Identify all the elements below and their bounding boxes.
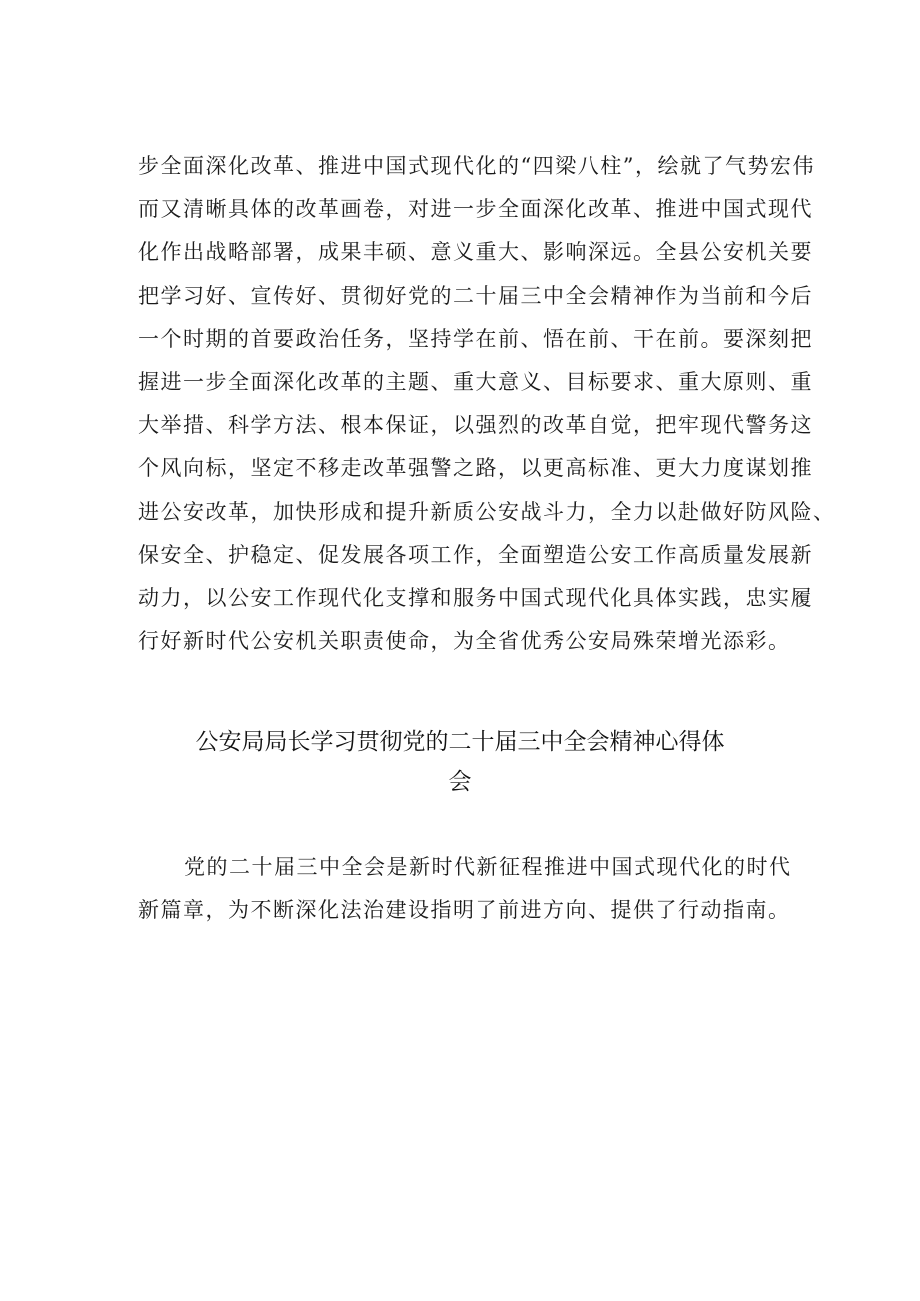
paragraph-line: 而又清晰具体的改革画卷，对进一步全面深化改革、推进中国式现代 [138,197,813,222]
paragraph-line: 把学习好、宣传好、贯彻好党的二十届三中全会精神作为当前和今后 [138,283,813,308]
body-paragraph-1 [138,145,836,663]
paragraph-line: 个风向标，坚定不移走改革强警之路，以更高标准、更大力度谋划推 [138,456,813,481]
heading-line: 会 [448,769,472,795]
paragraph-line: 新篇章，为不断深化法治建设指明了前进方向、提供了行动指南。 [138,898,791,923]
paragraph-line: 化作出战略部署，成果丰硕、意义重大、影响深远。全县公安机关要 [138,240,813,265]
section-heading [150,722,770,802]
paragraph-line: 步全面深化改革、推进中国式现代化的“四梁八柱”，绘就了气势宏伟 [138,154,815,178]
paragraph-line: 一个时期的首要政治任务，坚持学在前、悟在前、干在前。要深刻把 [138,326,813,351]
paragraph-line: 行好新时代公安机关职责使命，为全省优秀公安局殊荣增光添彩。 [138,629,791,654]
paragraph-line: 保安全、护稳定、促发展各项工作，全面塑造公安工作高质量发展新 [138,542,813,567]
paragraph-line: 动力，以公安工作现代化支撑和服务中国式现代化具体实践，忠实履 [138,585,813,610]
paragraph-line: 握进一步全面深化改革的主题、重大意义、目标要求、重大原则、重 [138,369,813,394]
paragraph-line: 党的二十届三中全会是新时代新征程推进中国式现代化的时代 [184,855,792,879]
paragraph-line: 进公安改革，加快形成和提升新质公安战斗力，全力以赴做好防风险、 [138,499,836,524]
heading-line: 公安局局长学习贯彻党的二十届三中全会精神心得体 [195,729,725,755]
paragraph-line: 大举措、科学方法、根本保证，以强烈的改革自觉，把牢现代警务这 [138,413,813,438]
body-paragraph-2 [138,846,798,932]
